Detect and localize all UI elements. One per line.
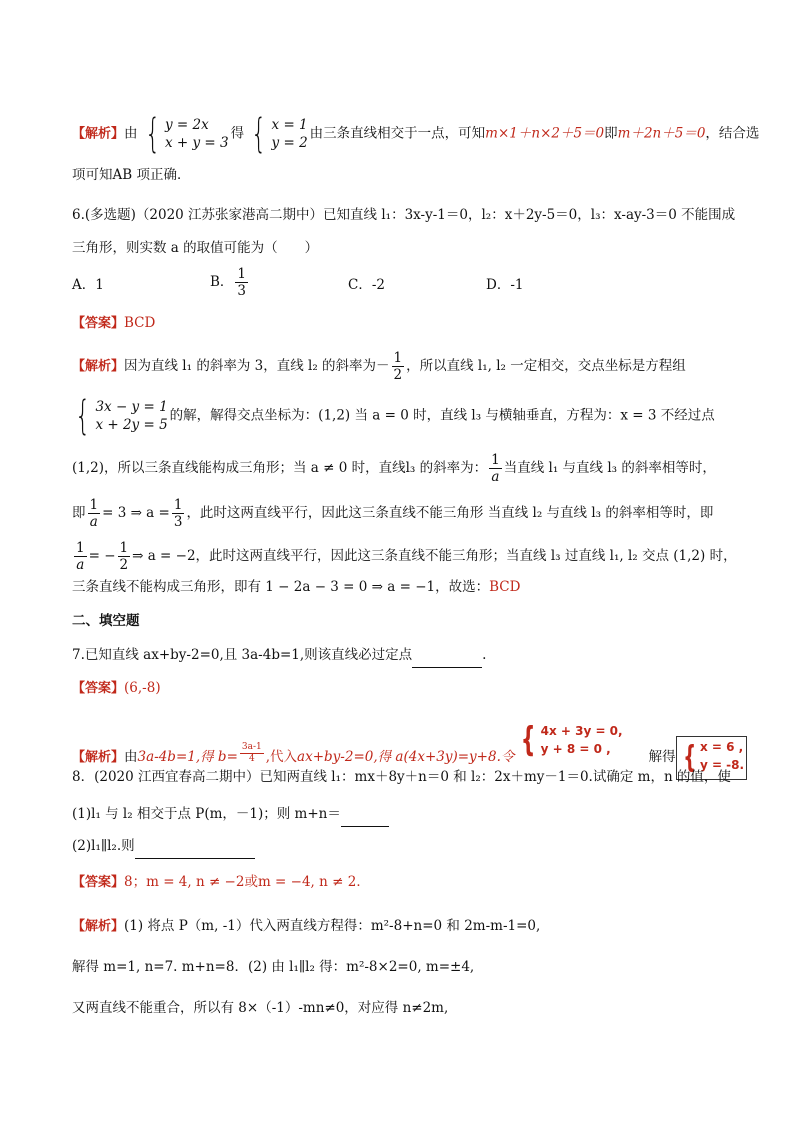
analysis-tag: 【解析】 — [72, 750, 125, 765]
fraction — [240, 742, 264, 765]
q6-analysis-line3 — [72, 452, 716, 485]
eq-row: 4x + 3y = 0, — [540, 724, 623, 738]
denominator: 3 — [173, 514, 183, 530]
fraction — [235, 266, 248, 299]
answer-value: BCD — [124, 315, 156, 331]
text: 即 — [72, 505, 86, 521]
denominator: 4 — [248, 754, 255, 764]
answer-tag: 【答案】 — [72, 681, 125, 696]
equation-system: { 3x − y = 1 x + 2y = 5 — [75, 393, 168, 439]
eq-row: y = 2 — [271, 135, 308, 151]
denominator: a — [491, 469, 500, 485]
numerator: 1 — [76, 540, 85, 556]
fraction — [118, 540, 131, 573]
answer-blank — [412, 647, 482, 668]
fraction — [489, 452, 502, 485]
q6-stem-line2: 三角形，则实数 a 的取值可能为（ ） — [72, 240, 319, 256]
analysis-tag: 【解析】 — [72, 919, 125, 934]
q6-option-a: A．1 — [72, 277, 104, 293]
q6-analysis-line4 — [72, 497, 713, 530]
q8-stem-line3 — [72, 836, 255, 859]
eq-row: y = -8. — [699, 757, 745, 772]
answer-blank — [135, 838, 255, 859]
eq-row: x + 2y = 5 — [95, 417, 168, 433]
text: (1) 将点 P（m, -1）代入两直线方程得：m²-8+n=0 和 2m-m-1=0, — [124, 918, 541, 934]
q8-answer — [72, 872, 370, 893]
text: 由三条直线相交于一点，可知 — [309, 125, 486, 142]
answer-tag: 【答案】 — [72, 316, 125, 331]
numerator: 1 — [119, 540, 129, 556]
text: 的解，解得交点坐标为：(1,2) 当 a = 0 时，直线 l₃ 与横轴垂直，方程为：x = 3 不经过点 — [169, 407, 715, 424]
q8-analysis-line2: 解得 m=1, n=7. m+n=8．(2) 由 l₁∥l₂ 得：m²-8×2=0, m=±4, — [72, 959, 475, 975]
answer-value: BCD — [489, 579, 521, 595]
q6-stem-line1: 6.(多选题)（2020 江苏张家港高二期中）已知直线 l₁：3x-y-1＝0，l₂：x＋2y-5＝0，l₃：x-ay-3＝0 不能围成 — [72, 207, 736, 223]
numerator: 1 — [173, 497, 183, 513]
equation: 3a-4b=1,得 b= — [137, 749, 238, 765]
text: 7.已知直线 ax+by-2=0,且 3a-4b=1,则该直线必过定点 — [72, 647, 413, 663]
eq-row: 3x − y = 1 — [95, 399, 168, 415]
denominator: 3 — [237, 283, 247, 299]
equation: ax+by-2=0,得 a(4x+3y)=y+8.令 — [297, 749, 515, 765]
denominator: 2 — [393, 367, 403, 383]
section-title: 二、填空题 — [72, 613, 140, 629]
q7-answer — [72, 678, 161, 699]
answer-value: (6,-8) — [124, 680, 161, 696]
text: 即 — [604, 125, 618, 142]
numerator: 1 — [393, 350, 403, 366]
option-label: B． — [210, 274, 234, 290]
text: ⇒ a = −2，此时这两直线平行，因此这三条直线不能三角形；当直线 l₃ 过直线 l₁, l₂ 交点 (1,2) 时， — [132, 548, 737, 564]
text: = − — [88, 548, 116, 564]
q5-analysis-line2: 项可知AB 项正确． — [72, 167, 191, 183]
fraction — [172, 497, 185, 530]
denominator: a — [89, 514, 98, 530]
q7-stem: 7.已知直线 ax+by-2=0,且 3a-4b=1,则该直线必过定点 . — [72, 645, 486, 668]
denominator: a — [76, 557, 85, 573]
text: 得 — [230, 125, 245, 142]
text: 因为直线 l₁ 的斜率为 3，直线 l₂ 的斜率为－ — [124, 358, 390, 374]
q5-analysis-line1 — [72, 111, 760, 157]
answer-tag: 【答案】 — [72, 875, 125, 890]
eq-row: x = 1 — [271, 117, 308, 133]
eq-row: y = 2x — [164, 117, 209, 133]
q8-analysis-line1 — [72, 916, 540, 937]
numerator: 1 — [491, 452, 500, 468]
text: (2)l₁∥l₂.则 — [72, 838, 135, 854]
text: (1,2)，所以三条直线能构成三角形；当 a ≠ 0 时，直线l₃ 的斜率为： — [72, 460, 488, 476]
eq-row: x + y = 3 — [164, 135, 229, 151]
answer-blank — [341, 806, 389, 827]
text: 当直线 l₁ 与直线 l₃ 的斜率相等时， — [503, 460, 716, 476]
text: = 3 ⇒ a = — [102, 505, 170, 521]
q6-option-b — [210, 266, 250, 299]
eq-row: y + 8 = 0 , — [540, 742, 611, 756]
q6-analysis-line5 — [72, 540, 737, 573]
text: 三条直线不能构成三角形，即有 1 − 2a − 3 = 0 ⇒ a = −1，故选： — [72, 579, 490, 595]
text: ，所以直线 l₁, l₂ 一定相交，交点坐标是方程组 — [406, 358, 686, 374]
denominator: 2 — [119, 557, 129, 573]
solution-box: { x = 6 , y = -8. — [676, 736, 747, 780]
equation: m×1＋n×2＋5＝0 — [485, 125, 605, 142]
equation-system: { 4x + 3y = 0, y + 8 = 0 , — [521, 720, 623, 760]
q6-option-d: D．-1 — [486, 277, 524, 293]
q8-stem-line1: 8．(2020 江西宜春高二期中）已知两直线 l₁：mx＋8y＋n＝0 和 l₂：2x＋my－1＝0.试确定 m，n 的值，使 — [72, 769, 731, 785]
text: ,代入 — [265, 749, 298, 765]
equation-system: { y = 2x x + y = 3 — [144, 111, 229, 157]
fraction — [74, 540, 87, 573]
fraction — [392, 350, 405, 383]
q6-analysis-line6 — [72, 577, 520, 597]
answer-value: 8；m = 4, n ≠ −2或m = −4, n ≠ 2． — [124, 874, 370, 890]
equation: m＋2n＋5＝0 — [617, 125, 706, 142]
numerator: 3a-1 — [241, 742, 262, 752]
analysis-tag: 【解析】 — [72, 126, 125, 142]
analysis-tag: 【解析】 — [72, 359, 125, 374]
text: ，此时这两直线平行，因此这三条直线不能三角形 当直线 l₂ 与直线 l₃ 的斜率相等时，即 — [186, 505, 714, 521]
text: (1)l₁ 与 l₂ 相交于点 P(m，－1)；则 m+n＝ — [72, 806, 341, 822]
q8-stem-line2 — [72, 804, 389, 827]
eq-row: x = 6 , — [699, 739, 744, 754]
text: ，结合选 — [705, 125, 760, 142]
numerator: 1 — [237, 266, 247, 282]
q6-analysis-line2 — [68, 393, 715, 439]
fraction — [88, 497, 101, 530]
q6-answer — [72, 313, 155, 334]
q8-analysis-line3: 又两直线不能重合，所以有 8×（-1）-mn≠0，对应得 n≠2m, — [72, 1000, 449, 1016]
numerator: 1 — [89, 497, 99, 513]
text: 解得 — [648, 749, 676, 765]
text: 由 — [124, 125, 138, 142]
q6-option-c: C．-2 — [348, 277, 385, 293]
text: 由 — [124, 749, 138, 765]
q6-analysis-line1 — [72, 350, 686, 383]
solution-system: { x = 1 y = 2 — [251, 111, 308, 157]
